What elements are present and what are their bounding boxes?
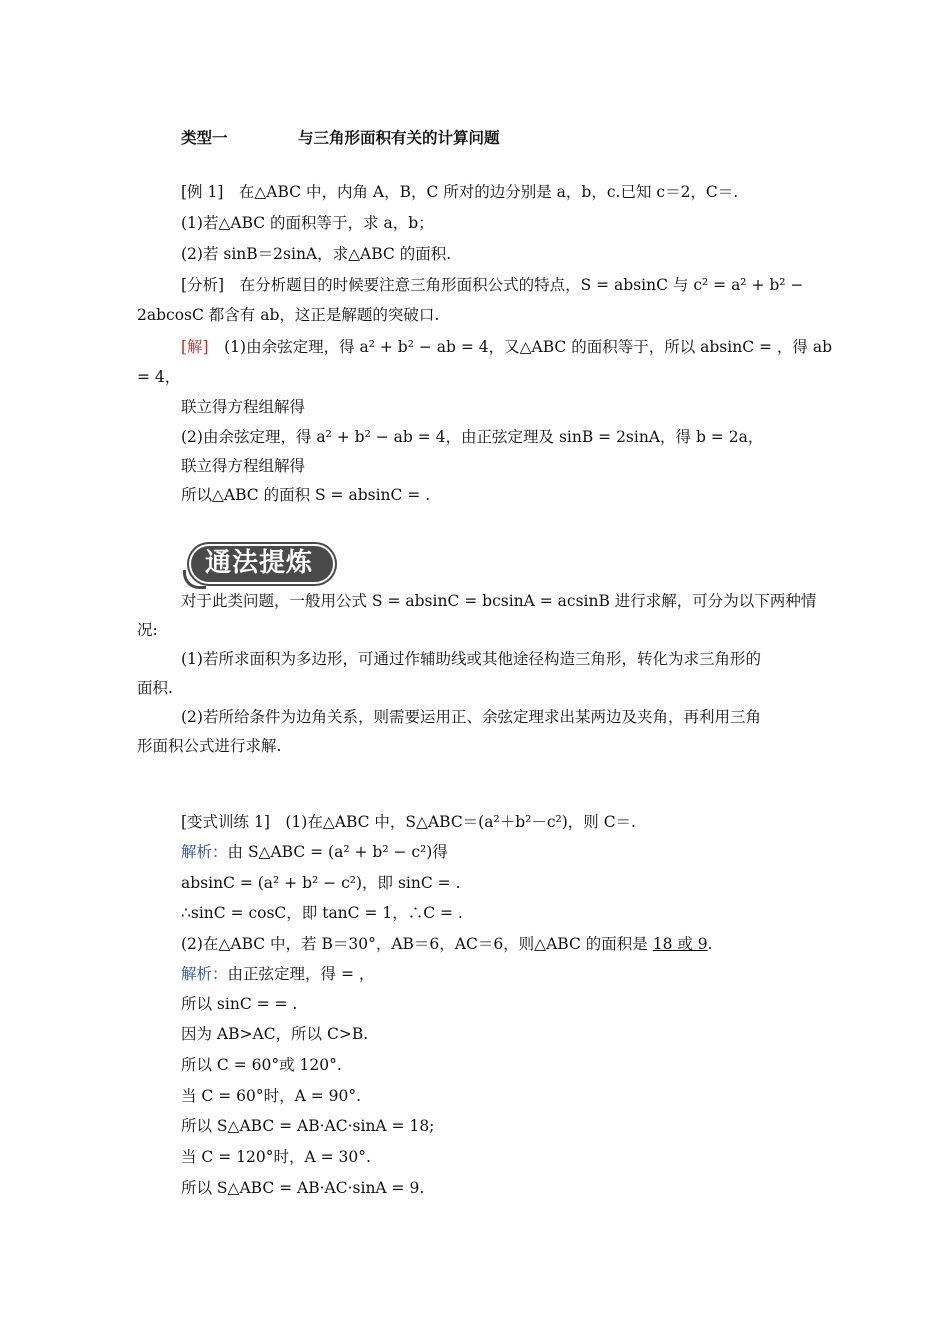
example-question: [例 1] 在△ABC 中，内角 A，B，C 所对的边分别是 a，b，c.已知 c＝2，C＝. <box>181 183 739 201</box>
analysis-line-1: [分析] 在分析题目的时候要注意三角形面积公式的特点，S = absinC 与 c² = a² + b² − <box>181 276 804 294</box>
section-title: 与三角形面积有关的计算问题 <box>298 129 500 147</box>
section-type-label: 类型一 <box>181 129 228 147</box>
practice-answer-2-line-7: 当 C = 120°时，A = 30°. <box>181 1148 371 1166</box>
method-line-5: (2)若所给条件为边角关系，则需要运用正、余弦定理求出某两边及夹角，再利用三角 <box>181 708 761 726</box>
practice-answer-2-line-3: 因为 AB>AC，所以 C>B. <box>181 1025 369 1043</box>
analysis-label: 解析： <box>181 965 228 983</box>
example-part-1: (1)若△ABC 的面积等于，求 a，b； <box>181 214 434 232</box>
practice-question-1: [变式训练 1] (1)在△ABC 中，S△ABC＝(a²＋b²－c²)，则 C＝. <box>181 813 636 831</box>
practice-answer-1-line-2: absinC = (a² + b² − c²)，即 sinC = . <box>181 874 461 892</box>
solution-line-5: 联立得方程组解得 <box>181 457 306 475</box>
method-line-1: 对于此类问题，一般用公式 S = absinC = bcsinA = acsinB 进行求解，可分为以下两种情 <box>181 592 817 610</box>
practice-answer-2-line-8: 所以 S△ABC = AB·AC·sinA = 9. <box>181 1179 425 1197</box>
solution-text: (1)由余弦定理，得 a² + b² − ab = 4，又△ABC 的面积等于，所以 absinC = ，得 ab <box>208 338 832 356</box>
analysis-label: 解析： <box>181 843 228 861</box>
badge-label: 通法提炼 <box>204 548 313 578</box>
method-line-6: 形面积公式进行求解. <box>137 737 282 755</box>
practice-answer-2-line-5: 当 C = 60°时，A = 90°. <box>181 1087 362 1105</box>
solution-line-1 <box>181 336 832 358</box>
practice-question-2: (2)在△ABC 中，若 B＝30°，AB＝6，AC＝6，则△ABC 的面积是 18 或 9. <box>181 935 713 953</box>
practice-answer-1-line-3: ∴sinC = cosC，即 tanC = 1，∴C = . <box>181 904 463 922</box>
method-line-2: 况: <box>137 621 158 639</box>
method-line-3: (1)若所求面积为多边形，可通过作辅助线或其他途径构造三角形，转化为求三角形的 <box>181 650 761 668</box>
solution-line-2: = 4， <box>137 368 181 386</box>
solution-tag: [解] <box>181 338 209 356</box>
solution-line-6: 所以△ABC 的面积 S = absinC = . <box>181 486 431 504</box>
solution-line-4: (2)由余弦定理，得 a² + b² − ab = 4，由正弦定理及 sinB = 2sinA，得 b = 2a， <box>181 428 764 446</box>
practice-answer-1-line-1: 解析：由 S△ABC = (a² + b² − c²)得 <box>181 843 448 861</box>
practice-answer-2-line-4: 所以 C = 60°或 120°. <box>181 1056 342 1074</box>
analysis-line-2: 2abcosC 都含有 ab，这正是解题的突破口. <box>137 306 440 324</box>
example-part-2: (2)若 sinB＝2sinA，求△ABC 的面积. <box>181 245 452 263</box>
practice-answer-2-line-1: 解析：由正弦定理，得 = ， <box>181 965 375 983</box>
method-summary-badge <box>183 540 335 584</box>
answer-blank: 18 或 9 <box>652 935 708 953</box>
solution-line-3: 联立得方程组解得 <box>181 398 306 416</box>
practice-answer-2-line-6: 所以 S△ABC = AB·AC·sinA = 18; <box>181 1117 435 1135</box>
method-line-4: 面积. <box>137 679 173 697</box>
practice-answer-2-line-2: 所以 sinC = = . <box>181 995 298 1013</box>
